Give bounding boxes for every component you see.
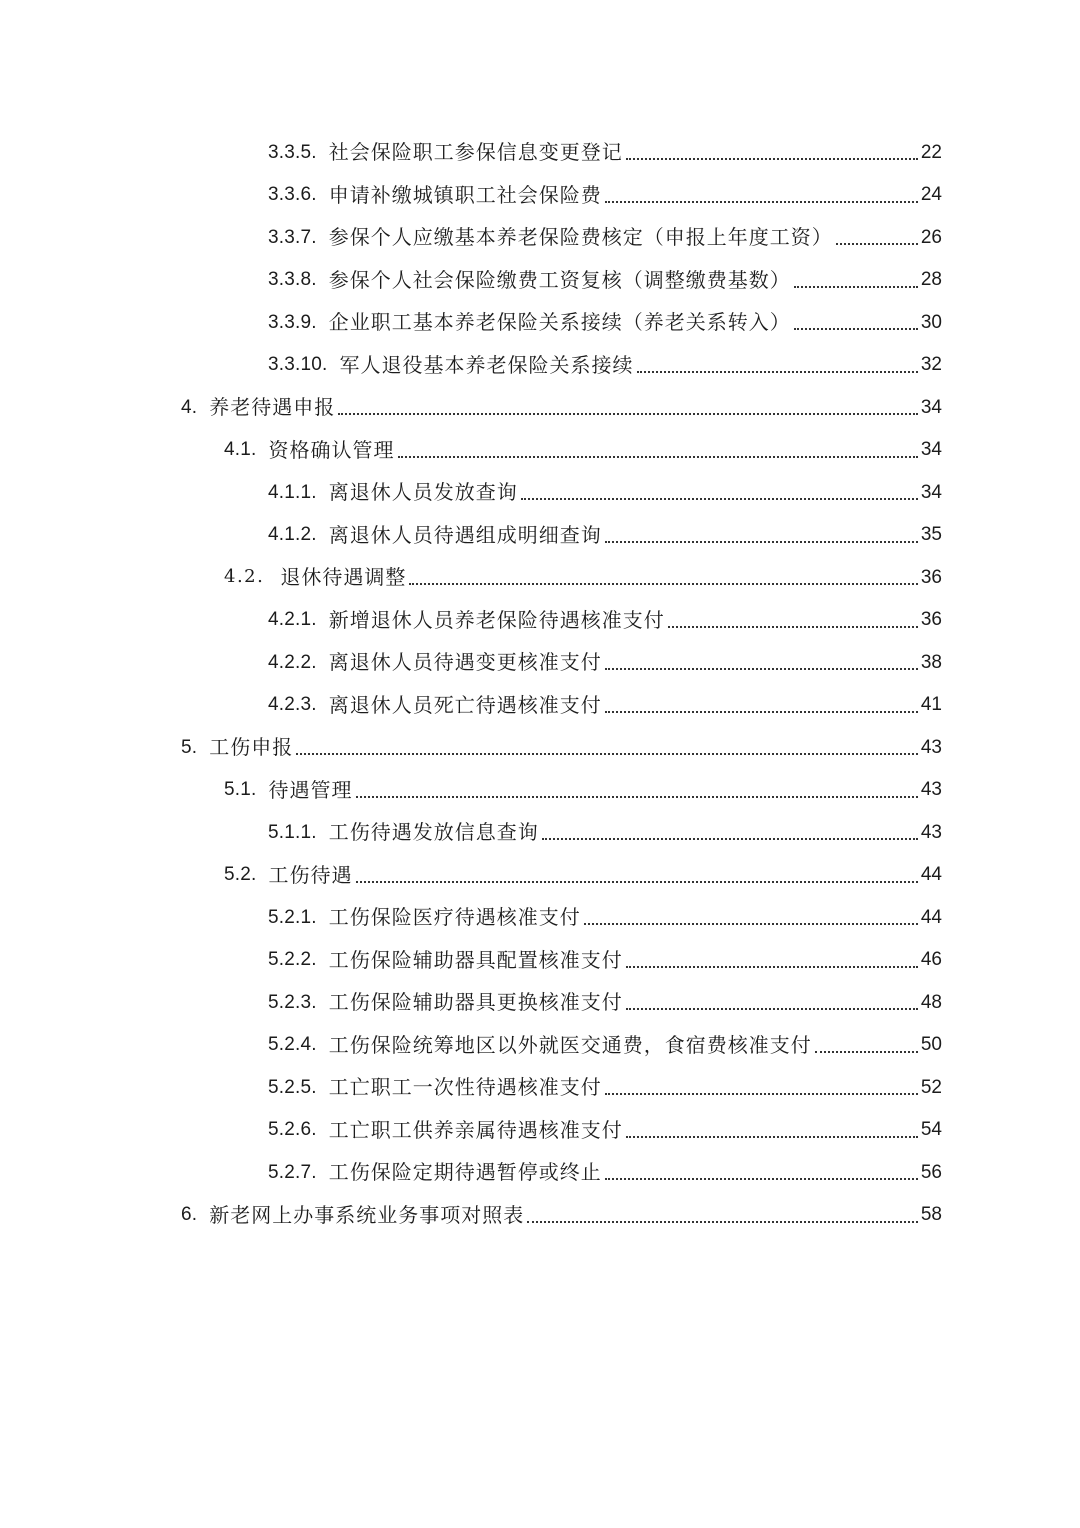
toc-entry-number: 4.1.2. [268, 524, 317, 546]
dot-leader [836, 243, 918, 245]
toc-entry-4-2-1[interactable] [0, 599, 1080, 642]
dot-leader [356, 796, 918, 798]
toc-entry-title: 待遇管理 [268, 777, 353, 802]
toc-entry-title: 工亡职工供养亲属待遇核准支付 [328, 1117, 623, 1142]
toc-entry-number: 5.2.6. [268, 1119, 317, 1141]
dot-leader [542, 838, 918, 840]
toc-entry-page: 30 [920, 311, 942, 333]
toc-entry-title: 工伤保险辅助器具配置核准支付 [328, 947, 623, 972]
toc-entry-4-2[interactable] [0, 556, 1080, 599]
dot-leader [605, 1178, 918, 1180]
toc-entry-title: 离退休人员待遇组成明细查询 [328, 522, 602, 547]
toc-entry-3-3-7[interactable] [0, 216, 1080, 259]
toc-entry-title: 新老网上办事系统业务事项对照表 [209, 1202, 525, 1227]
toc-entry-page: 43 [920, 736, 942, 758]
toc-entry-title: 工伤保险定期待遇暂停或终止 [328, 1160, 602, 1185]
toc-entry-page: 46 [920, 949, 942, 971]
toc-entry-title: 社会保险职工参保信息变更登记 [328, 140, 623, 165]
toc-entry-page: 56 [920, 1161, 942, 1183]
dot-leader [605, 201, 918, 203]
toc-entry-page: 34 [920, 439, 942, 461]
toc-entry-number: 4.2.1. [268, 609, 317, 631]
toc-entry-number: 5.2.1. [268, 906, 317, 928]
dot-leader [815, 1051, 918, 1053]
toc-entry-4-1-1[interactable] [0, 471, 1080, 514]
dot-leader [605, 541, 918, 543]
toc-entry-5-2[interactable] [0, 854, 1080, 897]
toc-entry-page: 32 [920, 354, 942, 376]
dot-leader [356, 881, 918, 883]
toc-entry-title: 新增退休人员养老保险待遇核准支付 [328, 607, 665, 632]
toc-entry-4[interactable] [0, 386, 1080, 429]
dot-leader [794, 286, 918, 288]
toc-entry-3-3-5[interactable] [0, 131, 1080, 174]
toc-entry-number: 3.3.7. [268, 226, 317, 248]
toc-entry-number: 3.3.10. [268, 354, 328, 376]
dot-leader [296, 753, 918, 755]
toc-entry-page: 44 [920, 864, 942, 886]
toc-entry-page: 43 [920, 821, 942, 843]
toc-entry-number: 5. [181, 736, 198, 758]
toc-entry-3-3-10[interactable] [0, 344, 1080, 387]
toc-entry-6[interactable] [0, 1194, 1080, 1237]
dot-leader [409, 583, 918, 585]
toc-entry-number: 4.1. [224, 439, 257, 461]
toc-entry-4-1[interactable] [0, 429, 1080, 472]
toc-entry-4-2-3[interactable] [0, 684, 1080, 727]
toc-entry-number: 5.2.2. [268, 949, 317, 971]
table-of-contents [0, 131, 1080, 1236]
dot-leader [626, 158, 918, 160]
toc-entry-number: 3.3.9. [268, 311, 317, 333]
toc-entry-5-2-4[interactable] [0, 1024, 1080, 1067]
toc-entry-page: 34 [920, 396, 942, 418]
toc-entry-number: 3.3.5. [268, 141, 317, 163]
toc-entry-5[interactable] [0, 726, 1080, 769]
toc-entry-5-2-2[interactable] [0, 939, 1080, 982]
dot-leader [626, 966, 918, 968]
toc-entry-5-1[interactable] [0, 769, 1080, 812]
dot-leader [605, 711, 918, 713]
toc-entry-page: 54 [920, 1119, 942, 1141]
toc-entry-page: 41 [920, 694, 942, 716]
toc-entry-page: 34 [920, 481, 942, 503]
toc-entry-page: 26 [920, 226, 942, 248]
toc-entry-number: 4. [181, 396, 198, 418]
toc-entry-page: 50 [920, 1034, 942, 1056]
toc-entry-number: 4.1.1. [268, 481, 317, 503]
toc-entry-title: 资格确认管理 [268, 437, 395, 462]
dot-leader [626, 1136, 918, 1138]
toc-entry-title: 退休待遇调整 [280, 565, 407, 590]
toc-entry-number: 4.2. [224, 566, 265, 588]
toc-entry-number: 5.1.1. [268, 821, 317, 843]
toc-entry-number: 5.2.7. [268, 1161, 317, 1183]
toc-entry-page: 58 [920, 1204, 942, 1226]
toc-entry-5-2-5[interactable] [0, 1066, 1080, 1109]
toc-entry-number: 6. [181, 1204, 198, 1226]
toc-entry-title: 离退休人员待遇变更核准支付 [328, 650, 602, 675]
dot-leader [584, 923, 918, 925]
toc-entry-title: 离退休人员死亡待遇核准支付 [328, 692, 602, 717]
toc-entry-3-3-9[interactable] [0, 301, 1080, 344]
toc-entry-number: 4.2.3. [268, 694, 317, 716]
toc-entry-title: 工伤保险辅助器具更换核准支付 [328, 990, 623, 1015]
dot-leader [398, 456, 918, 458]
dot-leader [637, 371, 918, 373]
dot-leader [605, 668, 918, 670]
toc-entry-title: 养老待遇申报 [209, 395, 336, 420]
toc-entry-title: 参保个人社会保险缴费工资复核（调整缴费基数） [328, 267, 791, 292]
toc-entry-page: 44 [920, 906, 942, 928]
toc-entry-page: 43 [920, 779, 942, 801]
toc-entry-5-1-1[interactable] [0, 811, 1080, 854]
toc-entry-number: 5.2. [224, 864, 257, 886]
toc-entry-number: 5.2.5. [268, 1076, 317, 1098]
toc-entry-title: 工伤保险统筹地区以外就医交通费，食宿费核准支付 [328, 1032, 812, 1057]
toc-entry-title: 离退休人员发放查询 [328, 480, 518, 505]
toc-entry-3-3-8[interactable] [0, 259, 1080, 302]
dot-leader [794, 328, 918, 330]
toc-entry-5-2-3[interactable] [0, 981, 1080, 1024]
toc-entry-number: 4.2.2. [268, 651, 317, 673]
dot-leader [527, 1221, 918, 1223]
toc-entry-title: 参保个人应缴基本养老保险费核定（申报上年度工资） [328, 225, 833, 250]
toc-entry-page: 36 [920, 566, 942, 588]
toc-entry-title: 工伤保险医疗待遇核准支付 [328, 905, 581, 930]
toc-entry-title: 工亡职工一次性待遇核准支付 [328, 1075, 602, 1100]
dot-leader [668, 626, 918, 628]
toc-entry-4-1-2[interactable] [0, 514, 1080, 557]
toc-entry-page: 35 [920, 524, 942, 546]
toc-entry-5-2-1[interactable] [0, 896, 1080, 939]
toc-entry-title: 申请补缴城镇职工社会保险费 [328, 182, 602, 207]
toc-entry-number: 5.2.4. [268, 1034, 317, 1056]
toc-entry-page: 28 [920, 269, 942, 291]
toc-entry-number: 5.1. [224, 779, 257, 801]
toc-entry-title: 工伤待遇发放信息查询 [328, 820, 539, 845]
toc-entry-page: 36 [920, 609, 942, 631]
toc-entry-title: 工伤申报 [209, 735, 294, 760]
dot-leader [626, 1008, 918, 1010]
toc-entry-page: 38 [920, 651, 942, 673]
toc-entry-number: 5.2.3. [268, 991, 317, 1013]
toc-entry-4-2-2[interactable] [0, 641, 1080, 684]
toc-entry-title: 军人退役基本养老保险关系接续 [339, 352, 634, 377]
toc-entry-number: 3.3.8. [268, 269, 317, 291]
toc-entry-3-3-6[interactable] [0, 174, 1080, 217]
toc-entry-page: 22 [920, 141, 942, 163]
toc-entry-number: 3.3.6. [268, 184, 317, 206]
dot-leader [338, 413, 918, 415]
toc-entry-5-2-6[interactable] [0, 1109, 1080, 1152]
toc-entry-page: 48 [920, 991, 942, 1013]
dot-leader [605, 1093, 918, 1095]
toc-entry-title: 企业职工基本养老保险关系接续（养老关系转入） [328, 310, 791, 335]
toc-entry-title: 工伤待遇 [268, 862, 353, 887]
dot-leader [521, 498, 918, 500]
toc-entry-5-2-7[interactable] [0, 1151, 1080, 1194]
toc-entry-page: 24 [920, 184, 942, 206]
toc-entry-page: 52 [920, 1076, 942, 1098]
